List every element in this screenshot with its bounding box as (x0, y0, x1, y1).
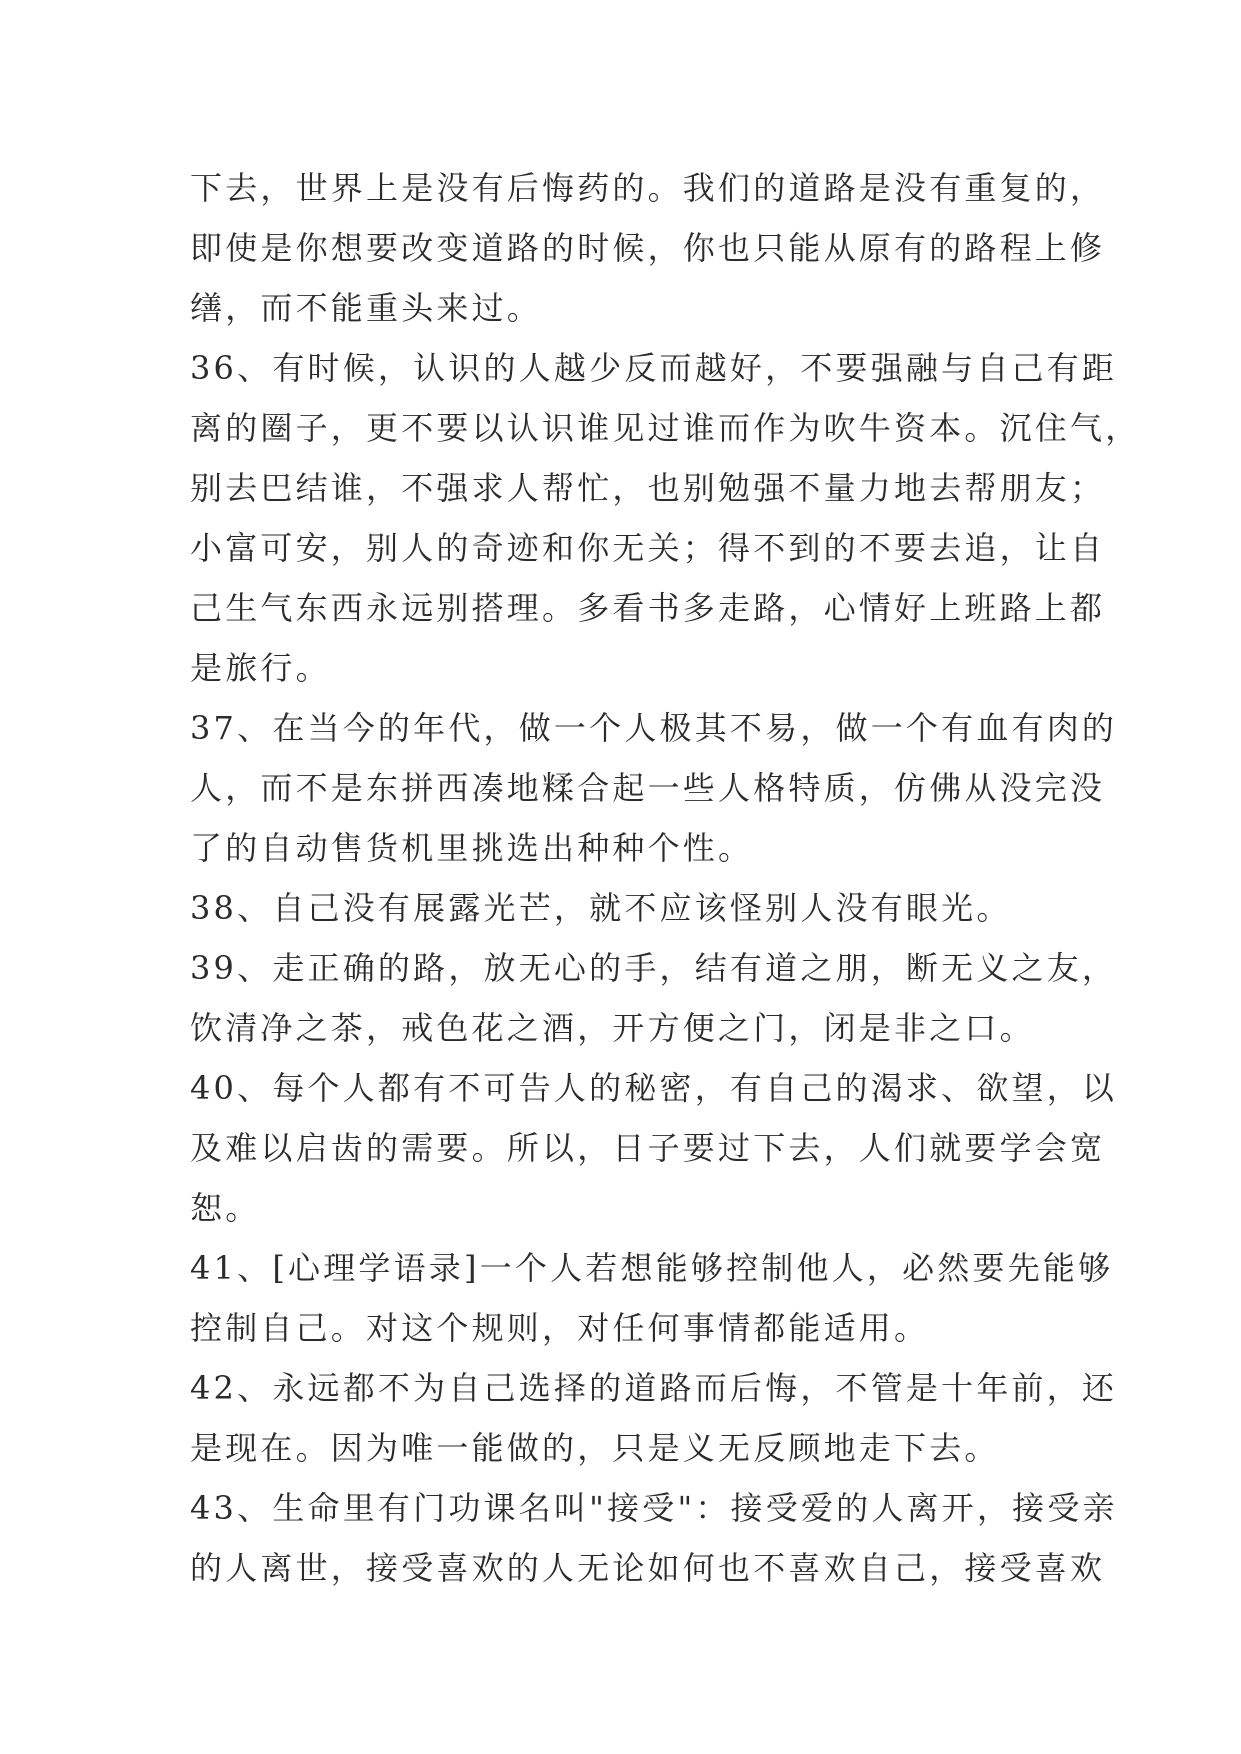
text-line: 39、走正确的路，放无心的手，结有道之朋，断无义之友， (190, 949, 1118, 987)
text-line: 小富可安，别人的奇迹和你无关；得不到的不要去追，让自 (190, 529, 1106, 567)
text-line: 是旅行。 (190, 649, 331, 687)
text-line: 下去，世界上是没有后悔药的。我们的道路是没有重复的， (190, 169, 1106, 207)
text-line: 37、在当今的年代，做一个人极其不易，做一个有血有肉的 (190, 709, 1118, 747)
text-line: 38、自己没有展露光芒，就不应该怪别人没有眼光。 (190, 889, 1012, 927)
text-line: 离的圈子，更不要以认识谁见过谁而作为吹牛资本。沉住气， (190, 409, 1141, 447)
text-line: 饮清净之茶，戒色花之酒，开方便之门，闭是非之口。 (190, 1009, 1035, 1047)
text-line: 了的自动售货机里挑选出种种个性。 (190, 829, 754, 867)
text-line: 的人离世，接受喜欢的人无论如何也不喜欢自己，接受喜欢 (190, 1549, 1106, 1587)
text-line: 别去巴结谁，不强求人帮忙，也别勉强不量力地去帮朋友； (190, 469, 1106, 507)
document-body (190, 158, 1141, 1598)
text-line: 即使是你想要改变道路的时候，你也只能从原有的路程上修 (190, 229, 1106, 267)
text-line: 是现在。因为唯一能做的，只是义无反顾地走下去。 (190, 1429, 1000, 1467)
text-line: 40、每个人都有不可告人的秘密，有自己的渴求、欲望，以 (190, 1069, 1118, 1107)
text-line: 缮，而不能重头来过。 (190, 289, 543, 327)
text-line: 恕。 (190, 1189, 261, 1227)
text-line: 36、有时候，认识的人越少反而越好，不要强融与自己有距 (190, 349, 1118, 387)
text-line: 42、永远都不为自己选择的道路而后悔，不管是十年前，还 (190, 1369, 1118, 1407)
text-line: 41、[心理学语录]一个人若想能够控制他人，必然要先能够 (190, 1249, 1114, 1287)
text-line: 人，而不是东拼西凑地糅合起一些人格特质，仿佛从没完没 (190, 769, 1106, 807)
text-line: 己生气东西永远别搭理。多看书多走路，心情好上班路上都 (190, 589, 1106, 627)
text-line: 43、生命里有门功课名叫"接受"：接受爱的人离开，接受亲 (190, 1489, 1118, 1527)
text-line: 控制自己。对这个规则，对任何事情都能适用。 (190, 1309, 930, 1347)
text-line: 及难以启齿的需要。所以，日子要过下去，人们就要学会宽 (190, 1129, 1106, 1167)
